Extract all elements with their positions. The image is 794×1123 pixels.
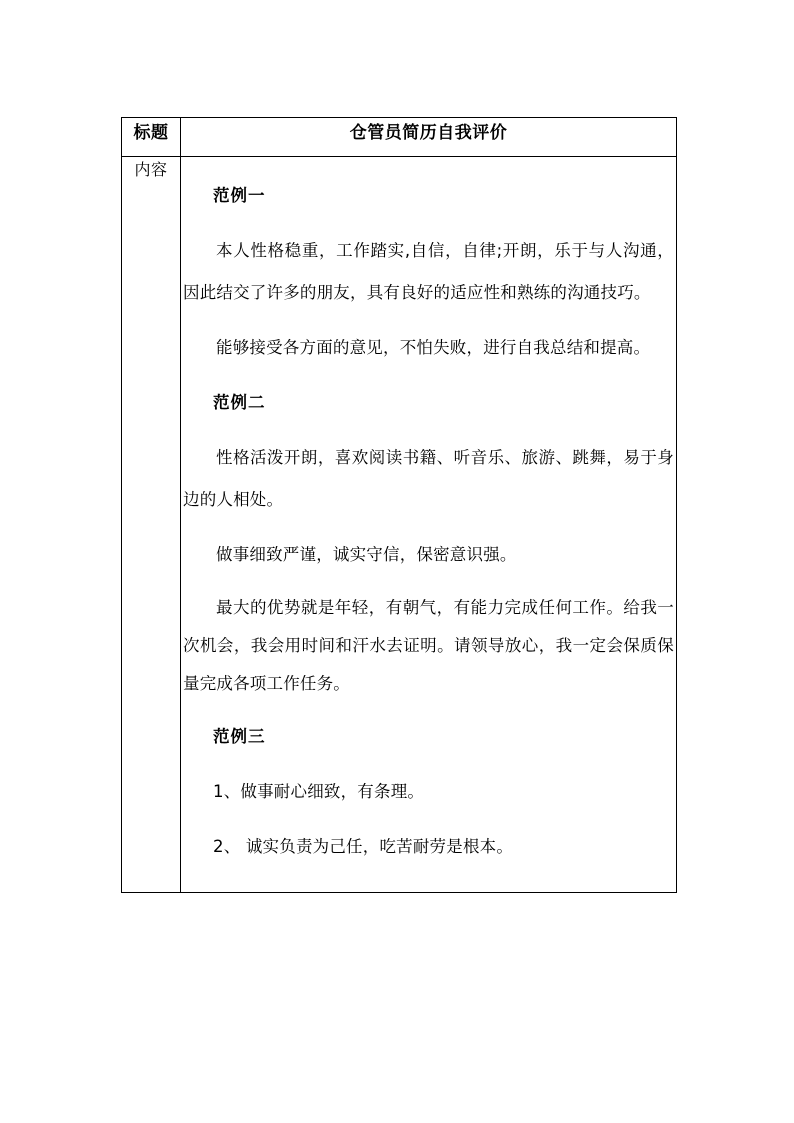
body-paragraph: 能够接受各方面的意见，不怕失败，进行自我总结和提高。 [216,338,651,357]
example-heading: 范例二 [213,393,266,412]
body-paragraph: 性格活泼开朗，喜欢阅读书籍、听音乐、旅游、跳舞，易于身边的人相处。 [183,448,674,509]
example-heading: 范例一 [213,186,266,205]
table-content-row [122,157,677,893]
numbered-list-item: 1、做事耐心细致，有条理。 [213,782,425,801]
header-label-cell: 标题 [122,118,181,157]
body-paragraph: 本人性格稳重，工作踏实,自信，自律;开朗，乐于与人沟通，因此结交了许多的朋友，具有良好的适应性和熟练的沟通技巧。 [183,241,674,302]
body-paragraph: 做事细致严谨，诚实守信，保密意识强。 [216,545,517,564]
example-heading: 范例三 [213,727,266,746]
resume-evaluation-table [121,117,677,893]
content-block-list [181,157,676,892]
document-title-cell: 仓管员简历自我评价 [181,118,677,157]
body-paragraph: 最大的优势就是年轻，有朝气，有能力完成任何工作。给我一次机会，我会用时间和汗水去证明。请领导放心，我一定会保质保量完成各项工作任务。 [183,598,674,693]
numbered-list-item: 2、 诚实负责为己任，吃苦耐劳是根本。 [213,837,514,856]
table-header-row [122,118,677,157]
content-body-cell [181,157,677,893]
content-label-cell: 内容 [122,157,181,893]
